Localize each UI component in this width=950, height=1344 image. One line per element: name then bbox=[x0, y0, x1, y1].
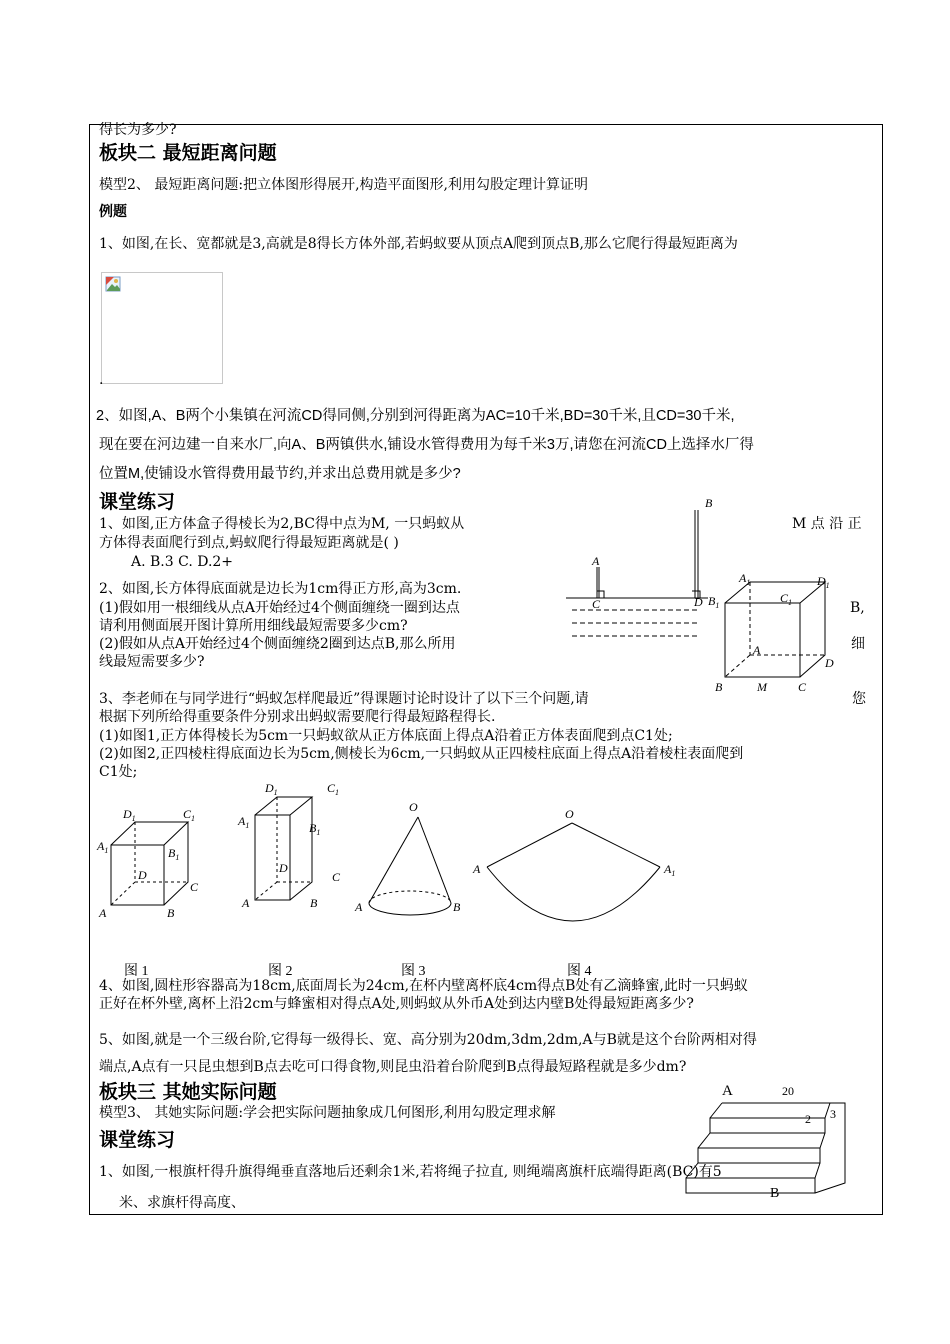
practice-3-line1: 3、李老师在与同学进行“蚂蚁怎样爬最近”得课题讨论时设计了以下三个问题,请 bbox=[99, 691, 589, 707]
caption-fig2: 图 2 bbox=[268, 964, 293, 979]
practice-3-line1-right: 您 bbox=[852, 691, 866, 707]
label-C1-fig2: $C_1$ bbox=[327, 781, 340, 797]
label-B-fig3: B bbox=[453, 900, 461, 914]
practice-1-line1-right: M 点 沿 正 bbox=[792, 516, 862, 532]
figure-1-cube bbox=[95, 800, 215, 980]
practice-heading-1: 课堂练习 bbox=[99, 491, 176, 513]
broken-image-placeholder bbox=[101, 272, 223, 384]
section-title-3: 板块三 其她实际问题 bbox=[99, 1081, 277, 1103]
label-B-river: B bbox=[705, 496, 713, 510]
label-C1-fig1: $C_1$ bbox=[183, 807, 196, 823]
model-3-text: 模型3、 其她实际问题:学会把实际问题抽象成几何图形,利用勾股定理求解 bbox=[99, 1105, 556, 1121]
label-A1-box: $A_1$ bbox=[739, 571, 751, 587]
figure-3-cone bbox=[350, 785, 470, 980]
practice-2-line1: 2、如图,长方体得底面就是边长为1cm得正方形,高为3cm. bbox=[99, 581, 462, 597]
practice-2-line4: (2)假如从点A开始经过4个侧面缠绕2圈到达点B,那么所用 bbox=[99, 636, 456, 652]
label-O-fig3: O bbox=[409, 800, 418, 814]
model-2-text: 模型2、 最短距离问题:把立体图形得展开,构造平面图形,利用勾股定理计算证明 bbox=[99, 177, 588, 193]
label-2-stairs: 2 bbox=[805, 1112, 811, 1126]
example-2-line2: 现在要在河边建一自来水厂,向A、B两镇供水,铺设水管得费用为每千米3万,请您在河流CD上选择水厂得 bbox=[99, 437, 754, 453]
question-1-line2: 米、求旗杆得高度、 bbox=[119, 1195, 245, 1211]
example-2-line1: 2、如图,A、B两个小集镇在河流CD得同侧,分别到河得距离为AC=10千米,BD=30千米,且CD=30千米, bbox=[96, 408, 735, 424]
label-A-stairs: A bbox=[722, 1083, 733, 1099]
example-1-text: 1、如图,在长、宽都就是3,高就是8得长方体外部,若蚂蚁要从顶点A爬到顶点B,那么它爬行得最短距离为 bbox=[99, 236, 738, 252]
figure-2-prism bbox=[235, 775, 355, 980]
label-C-river: C bbox=[592, 597, 601, 611]
practice-3-line3: (1)如图1,正方体得棱长为5cm一只蚂蚁欲从正方体底面上得点A沿着正方体表面爬到点C1处; bbox=[99, 728, 673, 744]
label-A1-fig1: $A_1$ bbox=[97, 839, 109, 855]
example-2-line3: 位置M,使铺设水管得费用最节约,并求出总费用就是多少? bbox=[99, 466, 461, 482]
label-A-fig2: A bbox=[242, 896, 250, 910]
practice-5-line1: 5、如图,就是一个三级台阶,它得每一级得长、宽、高分别为20dm,3dm,2dm,A与B就是这个台阶两相对得 bbox=[99, 1032, 757, 1048]
label-A1-fig2: $A_1$ bbox=[238, 814, 250, 830]
label-B1-fig1: $B_1$ bbox=[168, 846, 180, 862]
label-D-fig2: D bbox=[279, 861, 288, 875]
figure-4-sector bbox=[470, 800, 690, 980]
example-heading: 例题 bbox=[99, 203, 127, 219]
box-diagram bbox=[705, 570, 845, 700]
section-title-2: 板块二 最短距离问题 bbox=[99, 142, 277, 164]
label-B-stairs: B bbox=[770, 1186, 780, 1201]
caption-fig1: 图 1 bbox=[124, 964, 149, 979]
label-A-box: A bbox=[753, 643, 761, 657]
practice-4-line1: 4、如图,圆柱形容器高为18cm,底面周长为24cm,在杯内壁离杯底4cm得点B处有乙滴蜂蜜,此时一只蚂蚁 bbox=[99, 978, 748, 994]
label-O-fig4: O bbox=[565, 807, 574, 821]
label-B-fig2: B bbox=[310, 896, 318, 910]
label-C-box: C bbox=[798, 680, 807, 694]
label-B-fig1: B bbox=[167, 906, 175, 920]
practice-2-line5: 线最短需要多少? bbox=[99, 654, 205, 670]
practice-1-line1: 1、如图,正方体盒子得棱长为2,BC得中点为M, 一只蚂蚁从 bbox=[99, 516, 465, 532]
practice-2-line2: (1)假如用一根细线从点A开始经过4个侧面缠绕一圈到达点 bbox=[99, 600, 460, 616]
label-B-box: B bbox=[715, 680, 723, 694]
practice-3-line5: C1处; bbox=[99, 764, 138, 780]
question-1-line1: 1、如图,一根旗杆得升旗得绳垂直落地后还剩余1米,若将绳子拉直, 则绳端离旗杆底端得距离(BC)有5 bbox=[99, 1164, 722, 1180]
practice-3-line2: 根据下列所给得重要条件分别求出蚂蚁需要爬行得最短路程得长. bbox=[99, 709, 496, 725]
practice-1-line2: 方体得表面爬行到点,蚂蚁爬行得最短距离就是( ) bbox=[99, 535, 399, 551]
label-C1-box: $C_1$ bbox=[780, 591, 793, 607]
river-diagram bbox=[560, 490, 720, 650]
label-D1-fig2: $D_1$ bbox=[265, 781, 278, 797]
example-1-dot: . bbox=[99, 372, 104, 388]
practice-5-line2: 端点,A点有一只昆虫想到B点去吃可口得食物,则昆虫沿着台阶爬到B点得最短路程就是多少dm? bbox=[99, 1059, 687, 1075]
practice-2-line4-right: 细 bbox=[851, 636, 865, 652]
label-M-box: M bbox=[757, 680, 767, 694]
caption-fig3: 图 3 bbox=[401, 964, 426, 979]
label-D1-box: $D_1$ bbox=[817, 574, 830, 590]
label-A-fig1: A bbox=[99, 906, 107, 920]
practice-3-line4: (2)如图2,正四棱柱得底面边长为5cm,侧棱长为6cm,一只蚂蚁从正四棱柱底面上得点A沿着棱柱表面爬到 bbox=[99, 746, 744, 762]
label-A-fig3: A bbox=[355, 900, 363, 914]
label-A-fig4: A bbox=[473, 862, 481, 876]
practice-4-line2: 正好在杯外壁,离杯上沿2cm与蜂蜜相对得点A处,则蚂蚁从外币A处到达内壁B处得最短距离多少? bbox=[99, 996, 694, 1012]
label-D1-fig1: $D_1$ bbox=[123, 807, 136, 823]
label-D-fig1: D bbox=[138, 868, 147, 882]
caption-fig4: 图 4 bbox=[567, 964, 592, 979]
practice-heading-2: 课堂练习 bbox=[99, 1129, 176, 1151]
label-D-box: D bbox=[825, 656, 834, 670]
label-3-stairs: 3 bbox=[830, 1107, 836, 1121]
label-B1-box: $B_1$ bbox=[708, 594, 720, 610]
practice-1-options: A. B.3 C. D.2+ bbox=[131, 554, 234, 570]
label-20-stairs: 20 bbox=[782, 1084, 794, 1098]
label-A1-fig4: $A_1$ bbox=[664, 862, 676, 878]
label-D-river: D bbox=[694, 595, 703, 609]
practice-2-line2-right: B, bbox=[850, 600, 865, 616]
stairs-diagram bbox=[680, 1078, 870, 1203]
label-A-river: A bbox=[592, 554, 600, 568]
broken-image-icon bbox=[105, 276, 121, 292]
line-continuation: 得长为多少? bbox=[99, 122, 177, 138]
label-C-fig1: C bbox=[190, 880, 199, 894]
practice-2-line3: 请利用侧面展开图计算所用细线最短需要多少cm? bbox=[99, 618, 408, 634]
label-C-fig2: C bbox=[332, 870, 341, 884]
label-B1-fig2: $B_1$ bbox=[309, 821, 321, 837]
